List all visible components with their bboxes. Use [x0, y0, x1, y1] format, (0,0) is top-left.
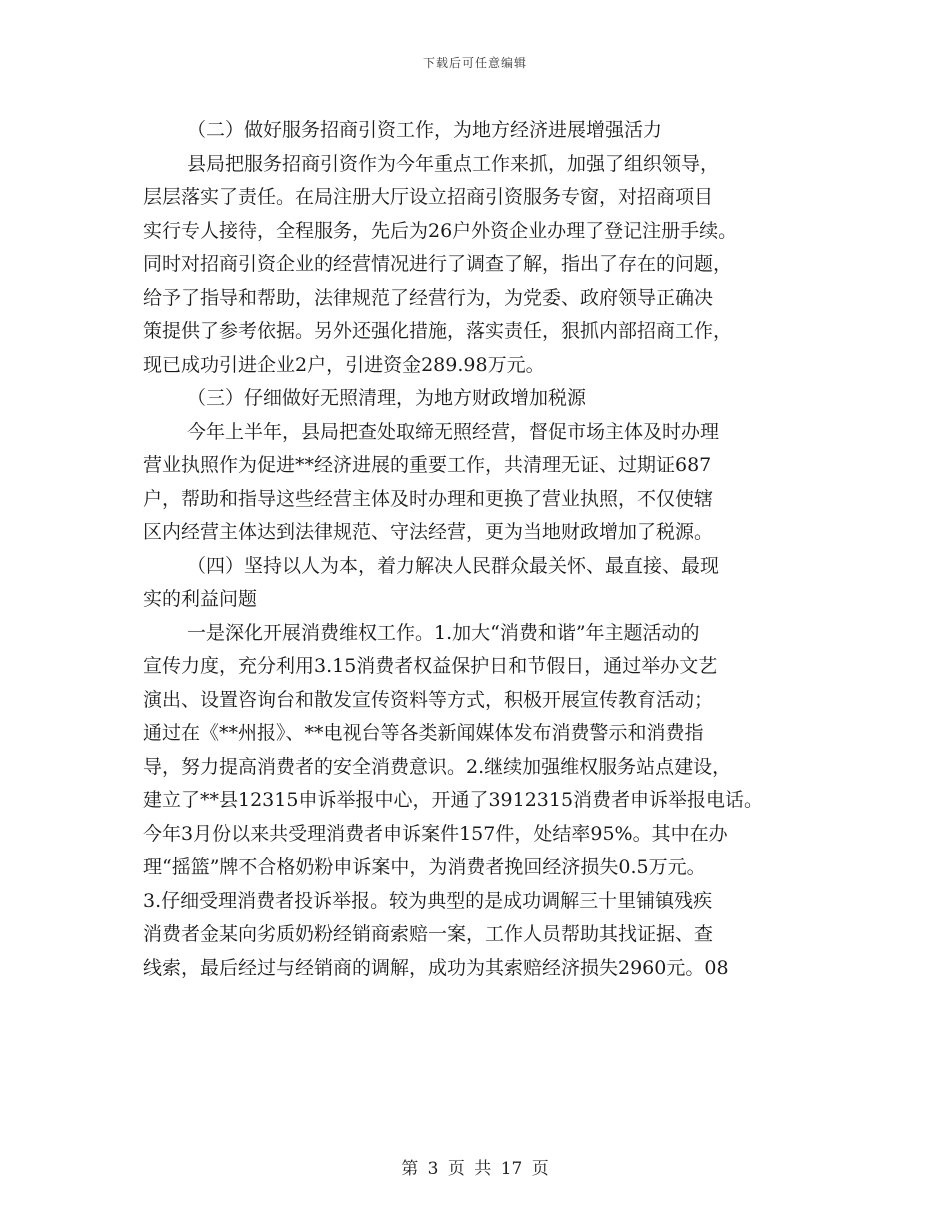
text-line: 给予了指导和帮助，法律规范了经营行为，为党委、政府领导正确决: [143, 286, 714, 309]
text-line: 实行专人接待，全程服务，先后为26户外资企业办理了登记注册手续。: [143, 219, 738, 242]
text-line: 理“摇篮”牌不合格奶粉申诉案中，为消费者挽回经济损失0.5万元。: [143, 856, 706, 878]
text-line: 建立了**县12315申诉举报中心，开通了3912315消费者申诉举报电话。: [143, 789, 764, 811]
text-line: （四）坚持以人为本，着力解决人民群众最关怀、最直接、最现: [187, 554, 720, 577]
text-line: 层层落实了责任。在局注册大厅设立招商引资服务专窗，对招商项目: [143, 186, 714, 208]
text-line: 演出、设置咨询台和散发宣传资料等方式，积极开展宣传教育活动；: [143, 688, 714, 711]
text-line: 一是深化开展消费维权工作。1.加大“消费和谐”年主题活动的: [187, 621, 700, 644]
text-line: （三）仔细做好无照清理，为地方财政增加税源: [187, 387, 587, 409]
text-line: 通过在《**州报》、**电视台等各类新闻媒体发布消费警示和消费指: [143, 722, 704, 744]
page-number: 第 3 页 共 17 页: [401, 1159, 549, 1179]
text-line: 线索，最后经过与经销商的调解，成功为其索赔经济损失2960元。08: [143, 956, 729, 979]
document-body: [143, 114, 833, 985]
page-header: 下载后可任意编辑: [422, 56, 527, 70]
text-line: 今年上半年，县局把查处取缔无照经营，督促市场主体及时办理: [187, 420, 720, 443]
text-line: 今年3月份以来共受理消费者申诉案件157件，处结率95%。其中在办: [143, 822, 728, 845]
text-line: 宣传力度，充分利用3.15消费者权益保护日和节假日，通过举办文艺: [143, 655, 718, 677]
text-line: 实的利益问题: [143, 588, 258, 610]
text-line: 3.仔细受理消费者投诉举报。较为典型的是成功调解三十里铺镇残疾: [143, 889, 713, 912]
text-line: 户，帮助和指导这些经营主体及时办理和更换了营业执照，不仅使辖: [143, 487, 714, 510]
text-line: 现已成功引进企业2户，引进资金289.98万元。: [143, 353, 545, 376]
text-line: 导，努力提高消费者的安全消费意识。2.继续加强维权服务站点建设，: [143, 755, 732, 778]
text-line: 县局把服务招商引资作为今年重点工作来抓，加强了组织领导，: [187, 152, 720, 175]
text-line: 同时对招商引资企业的经营情况进行了调查了解，指出了存在的问题，: [143, 253, 733, 275]
text-line: 营业执照作为促进**经济进展的重要工作，共清理无证、过期证687: [143, 454, 712, 476]
text-line: 策提供了参考依据。另外还强化措施，落实责任，狠抓内部招商工作，: [143, 320, 733, 342]
text-line: 区内经营主体达到法律规范、守法经营，更为当地财政增加了税源。: [143, 521, 714, 543]
text-line: （二）做好服务招商引资工作，为地方经济进展增强活力: [187, 119, 663, 141]
text-line: 消费者金某向劣质奶粉经销商索赔一案，工作人员帮助其找证据、查: [143, 923, 714, 945]
